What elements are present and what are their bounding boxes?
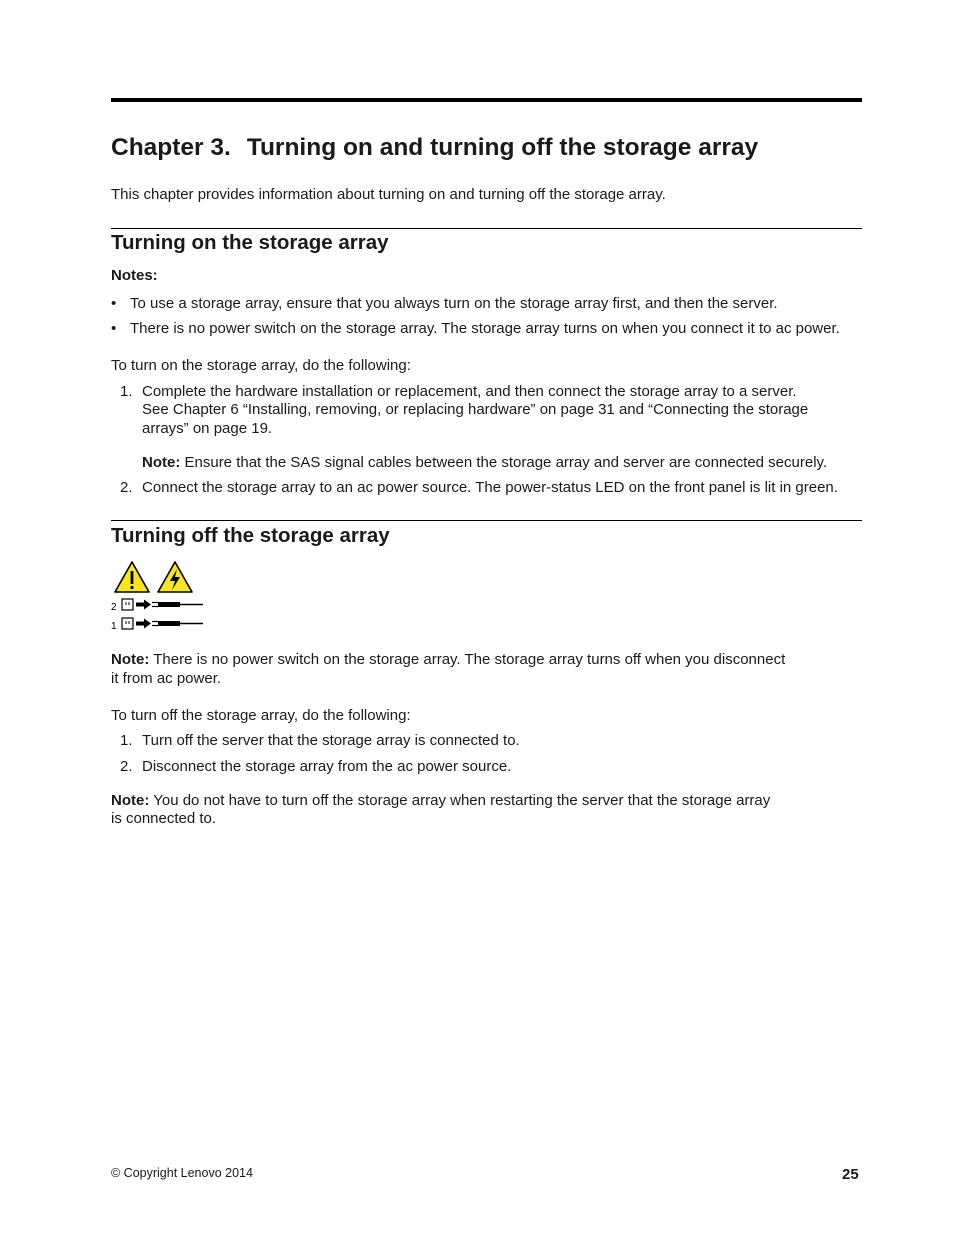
turn-off-lead: To turn off the storage array, do the following:: [111, 707, 411, 724]
power-outlet-icon: [122, 599, 133, 610]
electrical-hazard-icon: [158, 562, 192, 592]
arrow-icon: [136, 619, 151, 629]
restart-note: Note: You do not have to turn off the storage array when restarting the server that the storage array: [111, 792, 771, 809]
safety-icons: [111, 560, 211, 640]
section-off-heading: Turning off the storage array: [111, 524, 390, 547]
list-item: • To use a storage array, ensure that you always turn on the storage array first, and then the server.: [111, 295, 778, 312]
notes-label: Notes:: [111, 267, 158, 284]
step-text-line: arrays” on page 19.: [142, 420, 273, 437]
section-on-heading: Turning on the storage array: [111, 231, 389, 254]
step-item: 2. Connect the storage array to an ac power source. The power-status LED on the front panel is lit in green.: [120, 479, 838, 496]
copyright-footer: © Copyright Lenovo 2014: [111, 1166, 253, 1180]
power-cord-row: [111, 618, 203, 632]
turn-on-lead: To turn on the storage array, do the following:: [111, 357, 411, 374]
step-item: 2. Disconnect the storage array from the ac power source.: [120, 758, 512, 775]
chapter-intro: This chapter provides information about turning on and turning off the storage array.: [111, 186, 666, 203]
power-plug-icon: [152, 621, 203, 626]
power-cord-row: [111, 599, 203, 613]
step-item: 1. Complete the hardware installation or replacement, and then connect the storage array to a server.: [120, 383, 797, 400]
chapter-number: Chapter 3.: [111, 134, 231, 161]
power-outlet-icon: [122, 618, 133, 629]
safety-icons-graphic: [111, 560, 211, 640]
section-on-rule: [111, 228, 862, 229]
power-plug-icon: [152, 602, 203, 607]
chapter-title: [111, 134, 758, 162]
restart-note-line: is connected to.: [111, 810, 217, 827]
section-off-rule: [111, 520, 862, 521]
list-item: • There is no power switch on the storage array. The storage array turns on when you connect it to ac power.: [111, 320, 840, 337]
step-text-line: See Chapter 6 “Installing, removing, or replacing hardware” on page 31 and “Connecting the storage: [142, 401, 809, 418]
turn-off-note: Note: There is no power switch on the storage array. The storage array turns off when you disconnect: [111, 651, 786, 668]
step-item: 1. Turn off the server that the storage array is connected to.: [120, 732, 520, 749]
turn-off-note-line: it from ac power.: [111, 670, 222, 687]
chapter-top-rule: [111, 98, 862, 102]
step-note: Note: Ensure that the SAS signal cables between the storage array and server are connected securely.: [142, 454, 828, 471]
cord-label: 1: [111, 621, 117, 632]
page-number: 25: [842, 1166, 859, 1183]
caution-icon: [115, 562, 149, 592]
cord-label: 2: [111, 602, 117, 613]
arrow-icon: [136, 600, 151, 610]
chapter-title-text: Turning on and turning off the storage array: [246, 134, 759, 161]
